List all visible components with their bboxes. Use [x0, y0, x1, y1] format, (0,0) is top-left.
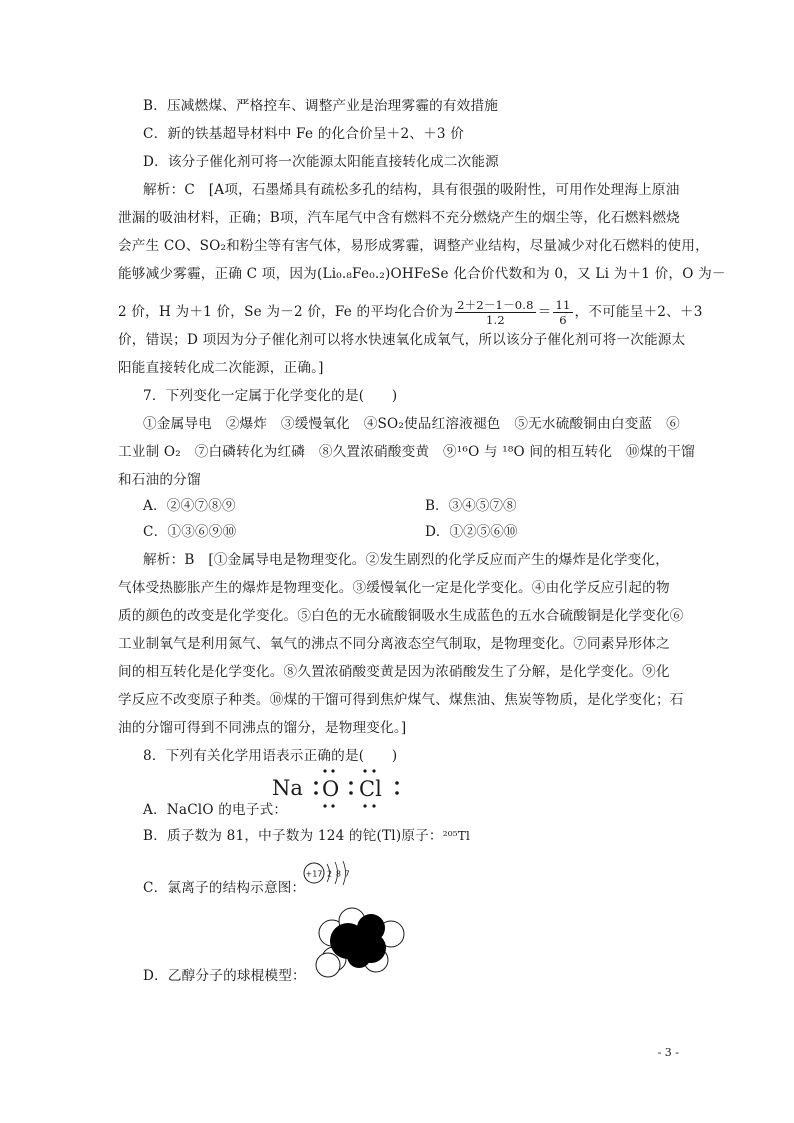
electron-shells-label: 2 8 7: [327, 869, 351, 879]
q8-option-d: D．乙醇分子的球棍模型：: [143, 968, 306, 984]
q7-option-b: B．③④⑤⑦⑧: [425, 498, 517, 514]
o-symbol: O: [322, 777, 340, 801]
q8-option-b: [143, 826, 683, 846]
q7-option-a: A．②④⑦⑧⑨: [143, 498, 236, 514]
analysis-line: 油的分馏可得到不同沸点的馏分，是物理变化。]: [118, 720, 407, 736]
thallium-symbol: ²⁰⁵Tl: [442, 829, 471, 843]
option-b: B．压减燃煤、严格控车、调整产业是治理雾霾的有效措施: [143, 98, 499, 114]
option-c: C．新的铁基超导材料中 Fe 的化合价呈＋2、＋3 价: [143, 126, 465, 142]
cl-symbol: Cl: [359, 777, 382, 801]
analysis-line: 价，错误；D 项因为分子催化剂可以将水快速氧化成氧气，所以该分子催化剂可将一次能源太: [118, 332, 686, 348]
fraction-denominator: 1.2: [485, 313, 505, 327]
analysis-line: 解析：B [①金属导电是物理变化。②发生剧烈的化学反应而产生的爆炸是化学变化，: [143, 552, 670, 568]
fraction-prefix: 2 价，H 为＋1 价，Se 为－2 价，Fe 的平均化合价为: [118, 304, 454, 320]
analysis-line: 气体受热膨胀产生的爆炸是物理变化。③缓慢氧化一定是化学变化。④由化学反应引起的物: [118, 580, 670, 596]
fraction-numerator: 2＋2－1－0.8: [457, 298, 534, 312]
analysis-line: 解析：C [A项，石墨烯具有疏松多孔的结构，具有很强的吸附性，可用作处理海上原油: [143, 182, 680, 198]
analysis-line: 工业制氧气是利用氮气、氧气的沸点不同分离液态空气制取，是物理变化。⑦同素异形体之: [118, 636, 670, 652]
electron-dot-formula: [268, 764, 418, 814]
analysis-line: 学反应不改变原子种类。⑩煤的干馏可得到焦炉煤气、煤焦油、焦炭等物质，是化学变化；石: [118, 692, 684, 708]
analysis-line: 间的相互转化是化学变化。⑧久置浓硝酸变黄是因为浓硝酸发生了分解，是化学变化。⑨化: [118, 664, 670, 680]
nucleus-label: +17: [305, 869, 323, 879]
equals-sign: ＝: [537, 304, 552, 320]
analysis-line: 质的颜色的改变是化学变化。⑤白色的无水硫酸铜吸水生成蓝色的五水合硫酸铜是化学变化⑥: [118, 608, 684, 624]
q7-option-c: C．①③⑥⑨⑩: [143, 524, 237, 540]
q8-option-a: A．NaClO 的电子式：: [143, 802, 288, 818]
question-8: 8．下列有关化学用语表示正确的是( ): [143, 748, 398, 764]
ethanol-ball-stick-model: [304, 904, 412, 978]
q7-items: ①金属导电 ②爆炸 ③缓慢氧化 ④SO₂使品红溶液褪色 ⑤无水硫酸铜由白变蓝 ⑥: [143, 416, 680, 432]
question-7: 7．下列变化一定属于化学变化的是( ): [143, 388, 398, 404]
q8-option-c: C．氯离子的结构示意图：: [143, 880, 306, 896]
q7-items: 工业制 O₂ ⑦白磷转化为红磷 ⑧久置浓硝酸变黄 ⑨¹⁶O 与 ¹⁸O 间的相互转化 ⑩煤的干馏: [118, 444, 695, 460]
fraction-numerator: 11: [555, 298, 571, 312]
analysis-line: 能够减少雾霾，正确 C 项，因为(Li₀.₈Fe₀.₂)OHFeSe 化合价代数和为 0，又 Li 为＋1 价，O 为－: [118, 266, 726, 282]
fraction-denominator: 6: [559, 313, 567, 327]
chloride-structure-diagram: [300, 858, 360, 890]
analysis-line: 泄漏的吸油材料，正确；B项，汽车尾气中含有燃料不充分燃烧产生的烟尘等，化石燃料燃烧: [118, 210, 680, 226]
analysis-line-fraction: [118, 292, 703, 332]
option-d: D．该分子催化剂可将一次能源太阳能直接转化成二次能源: [143, 154, 499, 170]
q7-items: 和石油的分馏: [118, 472, 201, 488]
fraction: [455, 298, 536, 327]
q7-option-d: D．①②⑤⑥⑩: [425, 524, 518, 540]
fraction: [553, 298, 572, 327]
analysis-line: 会产生 CO、SO₂和粉尘等有害气体，易形成雾霾，调整产业结构，尽量减少对化石燃料的使用，: [118, 238, 709, 254]
fraction-suffix: ，不可能呈＋2、＋3: [574, 304, 703, 320]
q8-option-b-text: B．质子数为 81，中子数为 124 的铊(Tl)原子：: [143, 828, 443, 844]
na-symbol: Na: [272, 776, 303, 800]
analysis-line: 阳能直接转化成二次能源，正确。]: [118, 360, 324, 376]
page-number: - 3 -: [657, 1046, 679, 1059]
